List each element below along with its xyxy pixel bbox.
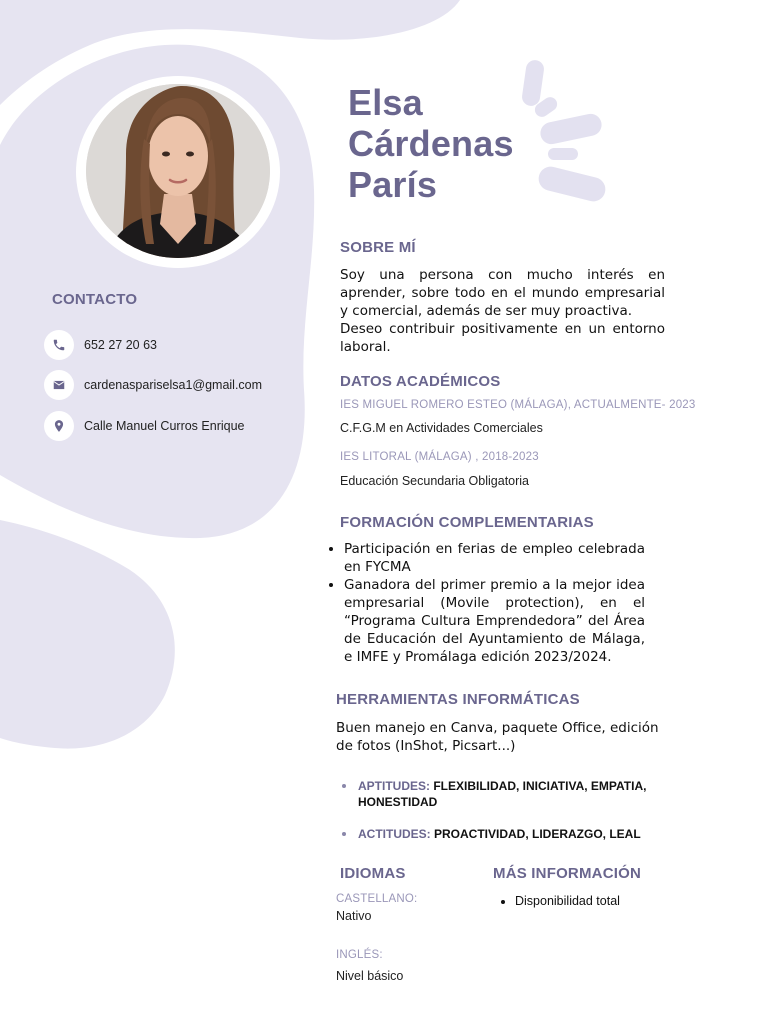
mail-icon [44,370,74,400]
name-first: Elsa [348,82,423,123]
training-heading: FORMACIÓN COMPLEMENTARIAS [340,514,594,531]
name-surname-1: Cárdenas [348,123,514,164]
contact-address-row [44,411,245,441]
contact-email[interactable]: cardenaspariselsa1@gmail.com [84,378,263,392]
profile-photo [86,84,270,258]
about-heading: SOBRE MÍ [340,239,416,256]
phone-icon [44,330,74,360]
bottom-left-blob [0,520,175,749]
academic-school-1: IES MIGUEL ROMERO ESTEO (MÁLAGA), ACTUALMENTE- 2023 [340,399,696,411]
more-info-list [497,892,735,910]
training-item: • Ganadora del primer premio a la mejor idea empresarial (Movile protection), en el “Programa Cultura Emprendedora” del Área de Educación del Ayuntamiento de Málaga, e IMFE y Promálaga edición 2023/2024. [344,576,645,666]
language-level-2: Nivel básico [336,969,404,983]
tools-heading: HERRAMIENTAS INFORMÁTICAS [336,691,580,708]
academic-heading: DATOS ACADÉMICOS [340,373,501,390]
about-paragraph-1: Soy una persona con mucho interés en aprender, sobre todo en el mundo empresarial y comercial, además de ser muy proactiva. [340,267,665,319]
aptitudes-label: APTITUDES: [358,779,430,793]
tools-text: Buen manejo en Canva, paquete Office, edición de fotos (InShot, Picsart...) [336,720,659,754]
aptitudes-value: FLEXIBILIDAD, INICIATIVA, EMPATIA, HONESTIDAD [358,779,647,809]
contact-phone[interactable]: 652 27 20 63 [84,338,157,352]
more-info-heading: MÁS INFORMACIÓN [493,865,641,882]
academic-degree-1: C.F.G.M en Actividades Comerciales [340,421,543,435]
contact-email-row [44,370,262,400]
decorative-strokes [521,59,608,204]
contact-phone-row [44,330,157,360]
academic-degree-2: Educación Secundaria Obligatoria [340,474,530,488]
language-name-2: INGLÉS: [336,949,383,961]
about-text [340,266,665,356]
contact-heading: CONTACTO [52,291,138,308]
languages-heading: IDIOMAS [340,865,406,882]
language-name-1: CASTELLANO: [336,893,418,905]
aptitudes-item [336,778,648,810]
name-surname-2: París [348,164,438,205]
about-paragraph-2: Deseo contribuir positivamente en un entorno laboral. [340,321,665,355]
location-pin-icon [44,411,74,441]
bullet-dot [342,832,346,836]
more-info-item: • Disponibilidad total [515,892,735,910]
bullet-dot [342,784,346,788]
actitudes-value: PROACTIVIDAD, LIDERAZGO, LEAL [434,827,641,841]
contact-address: Calle Manuel Curros Enrique [84,419,245,433]
language-level-1: Nativo [336,909,372,923]
actitudes-item [336,826,678,842]
training-item: • Participación en ferias de empleo celebrada en FYCMA [344,540,645,576]
actitudes-label: ACTITUDES: [358,827,431,841]
academic-school-2: IES LITORAL (MÁLAGA) , 2018-2023 [340,451,539,463]
training-list [326,540,645,666]
